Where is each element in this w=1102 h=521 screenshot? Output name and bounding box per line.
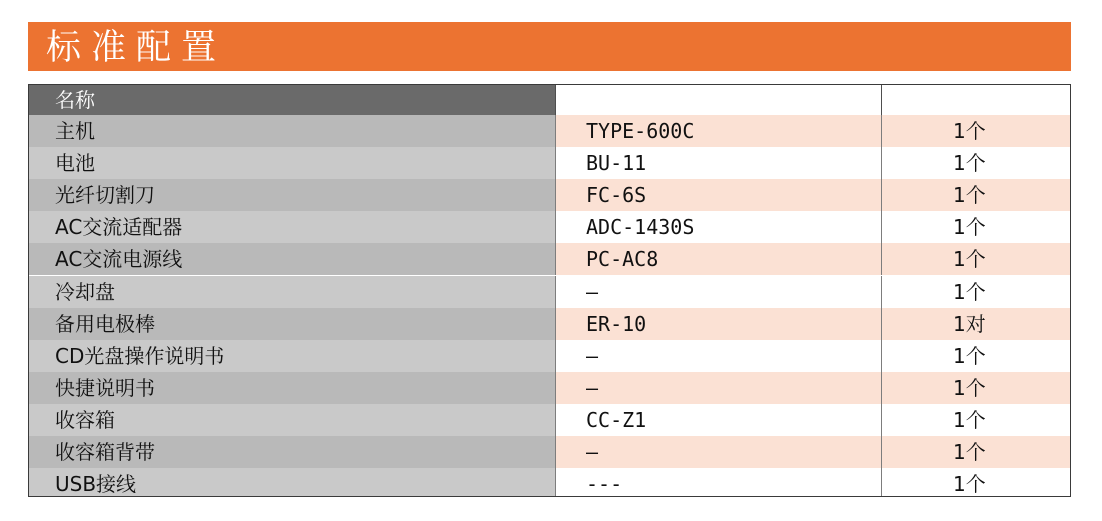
table-row [29, 372, 1070, 404]
cell-code: FC-6S [556, 179, 882, 211]
cell-name: AC交流电源线 [29, 243, 556, 275]
table-row [29, 340, 1070, 372]
table-row [29, 115, 1070, 147]
cell-code: --- [556, 468, 882, 497]
cell-name: 电池 [29, 147, 556, 179]
cell-code: BU-11 [556, 147, 882, 179]
table-row [29, 147, 1070, 179]
cell-code: TYPE-600C [556, 115, 882, 147]
cell-code: — [556, 276, 882, 308]
cell-name: CD光盘操作说明书 [29, 340, 556, 372]
cell-code: — [556, 372, 882, 404]
table-row [29, 243, 1070, 275]
cell-name: 收容箱背带 [29, 436, 556, 468]
table-row [29, 436, 1070, 468]
cell-qty: 1个 [882, 468, 1071, 497]
cell-code: ER-10 [556, 308, 882, 340]
table-row [29, 276, 1070, 308]
cell-qty: 1个 [882, 211, 1071, 243]
cell-name: 光纤切割刀 [29, 179, 556, 211]
page-title: 标准配置 [46, 28, 227, 68]
cell-name: 备用电极棒 [29, 308, 556, 340]
cell-name: 收容箱 [29, 404, 556, 436]
cell-name: AC交流适配器 [29, 211, 556, 243]
cell-code: — [556, 340, 882, 372]
table-row [29, 404, 1070, 436]
cell-qty: 1个 [882, 179, 1071, 211]
cell-code: CC-Z1 [556, 404, 882, 436]
standard-config-table [28, 84, 1071, 497]
column-header-name: 名称 [29, 85, 556, 115]
column-header-code: 编号No. [556, 85, 882, 115]
cell-name: 主机 [29, 115, 556, 147]
cell-qty: 1个 [882, 243, 1071, 275]
cell-qty: 1个 [882, 147, 1071, 179]
cell-name: 冷却盘 [29, 276, 556, 308]
table-row [29, 468, 1070, 497]
cell-qty: 1个 [882, 340, 1071, 372]
cell-code: — [556, 436, 882, 468]
cell-code: PC-AC8 [556, 243, 882, 275]
column-header-qty: 数量 [882, 85, 1071, 115]
cell-name: USB接线 [29, 468, 556, 497]
table-header-row [29, 85, 1070, 115]
cell-qty: 1个 [882, 115, 1071, 147]
cell-name: 快捷说明书 [29, 372, 556, 404]
cell-qty: 1个 [882, 404, 1071, 436]
cell-qty: 1个 [882, 372, 1071, 404]
table-row [29, 308, 1070, 340]
cell-qty: 1对 [882, 308, 1071, 340]
table-row [29, 211, 1070, 243]
table-row [29, 179, 1070, 211]
cell-code: ADC-1430S [556, 211, 882, 243]
cell-qty: 1个 [882, 276, 1071, 308]
cell-qty: 1个 [882, 436, 1071, 468]
